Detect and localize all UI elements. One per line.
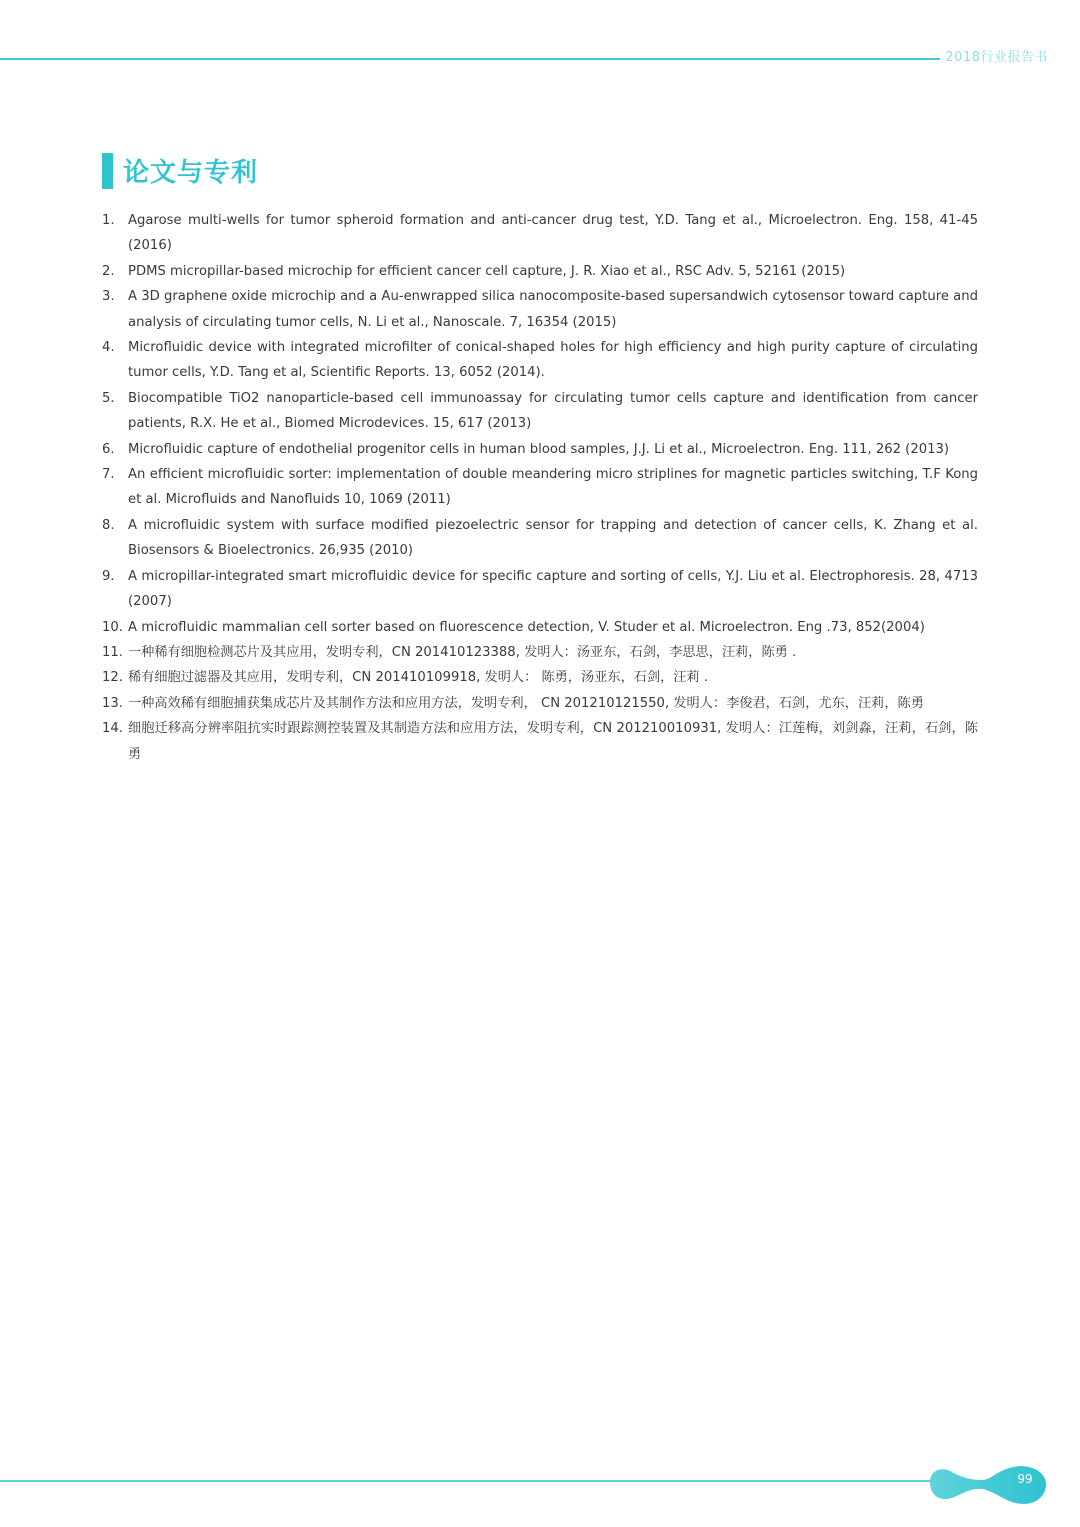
- reference-list: [102, 208, 978, 767]
- reference-item: [102, 640, 978, 665]
- reference-item: [102, 335, 978, 386]
- reference-item: [102, 284, 978, 335]
- reference-item: [102, 437, 978, 462]
- reference-text: Microfluidic capture of endothelial progenitor cells in human blood samples, J.J. Li et al., Microelectron. Eng. 111, 262 (2013): [128, 441, 950, 457]
- reference-text: A 3D graphene oxide microchip and a Au-enwrapped silica nanocomposite-based supersandwich cytosensor toward capture and analysis of circulating tumor cells, N. Li et al., Nanoscale. 7, 16354 (2015): [128, 289, 978, 330]
- section-heading: [102, 152, 258, 189]
- reference-number: 5.: [102, 390, 115, 406]
- reference-text: A microfluidic mammalian cell sorter based on fluorescence detection, V. Studer et al. Microelectron. Eng .73, 852(2004): [128, 619, 925, 635]
- footer-rule: [0, 1480, 950, 1482]
- reference-number: 3.: [102, 289, 115, 305]
- reference-item: [102, 615, 978, 640]
- reference-number: 4.: [102, 340, 115, 356]
- reference-text: 一种稀有细胞检测芯片及其应用，发明专利，CN 201410123388, 发明人：汤亚东，石剑，李思思，汪莉，陈勇 .: [128, 644, 797, 660]
- reference-text: An efficient microfluidic sorter: implementation of double meandering micro striplines for magnetic particles switching, T.F Kong et al. Microfluids and Nanofluids 10, 1069 (2011): [128, 467, 978, 508]
- reference-item: [102, 665, 978, 690]
- reference-item: [102, 716, 978, 767]
- reference-text: Microfluidic device with integrated microfilter of conical-shaped holes for high efficiency and high purity capture of circulating tumor cells, Y.D. Tang et al, Scientific Reports. 13, 6052 (2014).: [128, 340, 978, 381]
- reference-number: 9.: [102, 568, 115, 584]
- reference-text: PDMS micropillar-based microchip for efficient cancer cell capture, J. R. Xiao et al., RSC Adv. 5, 52161 (2015): [128, 263, 846, 279]
- reference-text: Agarose multi-wells for tumor spheroid formation and anti-cancer drug test, Y.D. Tang et al., Microelectron. Eng. 158, 41-45 (2016): [128, 213, 978, 254]
- reference-text: Biocompatible TiO2 nanoparticle-based cell immunoassay for circulating tumor cells capture and identification from cancer patients, R.X. He et al., Biomed Microdevices. 15, 617 (2013): [128, 390, 978, 432]
- reference-text: 稀有细胞过滤器及其应用，发明专利，CN 201410109918, 发明人： 陈勇，汤亚东，石剑，汪莉 .: [128, 670, 709, 686]
- reference-text: A micropillar-integrated smart microfluidic device for specific capture and sorting of cells, Y.J. Liu et al. Electrophoresis. 28, 4713 (2007): [128, 568, 978, 610]
- reference-number: 12.: [102, 670, 123, 686]
- reference-item: [102, 259, 978, 284]
- header-title: 2018行业报告书: [945, 50, 1048, 65]
- reference-number: 7.: [102, 467, 115, 483]
- header-rule: [0, 58, 940, 60]
- reference-item: [102, 564, 978, 615]
- reference-number: 8.: [102, 517, 115, 533]
- section-title: 论文与专利: [123, 158, 259, 188]
- reference-text: 一种高效稀有细胞捕获集成芯片及其制作方法和应用方法，发明专利， CN 201210121550, 发明人：李俊君，石剑，尤东，汪莉，陈勇: [128, 695, 924, 711]
- reference-number: 11.: [102, 644, 123, 660]
- reference-item: [102, 462, 978, 513]
- reference-number: 2.: [102, 263, 115, 279]
- reference-number: 10.: [102, 619, 123, 635]
- reference-text: A microfluidic system with surface modified piezoelectric sensor for trapping and detection of cancer cells, K. Zhang et al. Biosensors & Bioelectronics. 26,935 (2010): [128, 517, 978, 559]
- page-number: 99: [1017, 1472, 1033, 1486]
- reference-text: 细胞迁移高分辨率阻抗实时跟踪测控装置及其制造方法和应用方法，发明专利，CN 201210010931, 发明人：江莲梅，刘剑淼，汪莉，石剑，陈勇: [128, 721, 978, 762]
- reference-item: [102, 386, 978, 437]
- section-marker-bar: [102, 153, 113, 189]
- reference-item: [102, 513, 978, 564]
- reference-item: [102, 691, 978, 716]
- reference-number: 13.: [102, 695, 123, 711]
- reference-number: 6.: [102, 441, 115, 457]
- reference-number: 1.: [102, 213, 115, 228]
- reference-item: [102, 208, 978, 259]
- reference-number: 14.: [102, 721, 123, 737]
